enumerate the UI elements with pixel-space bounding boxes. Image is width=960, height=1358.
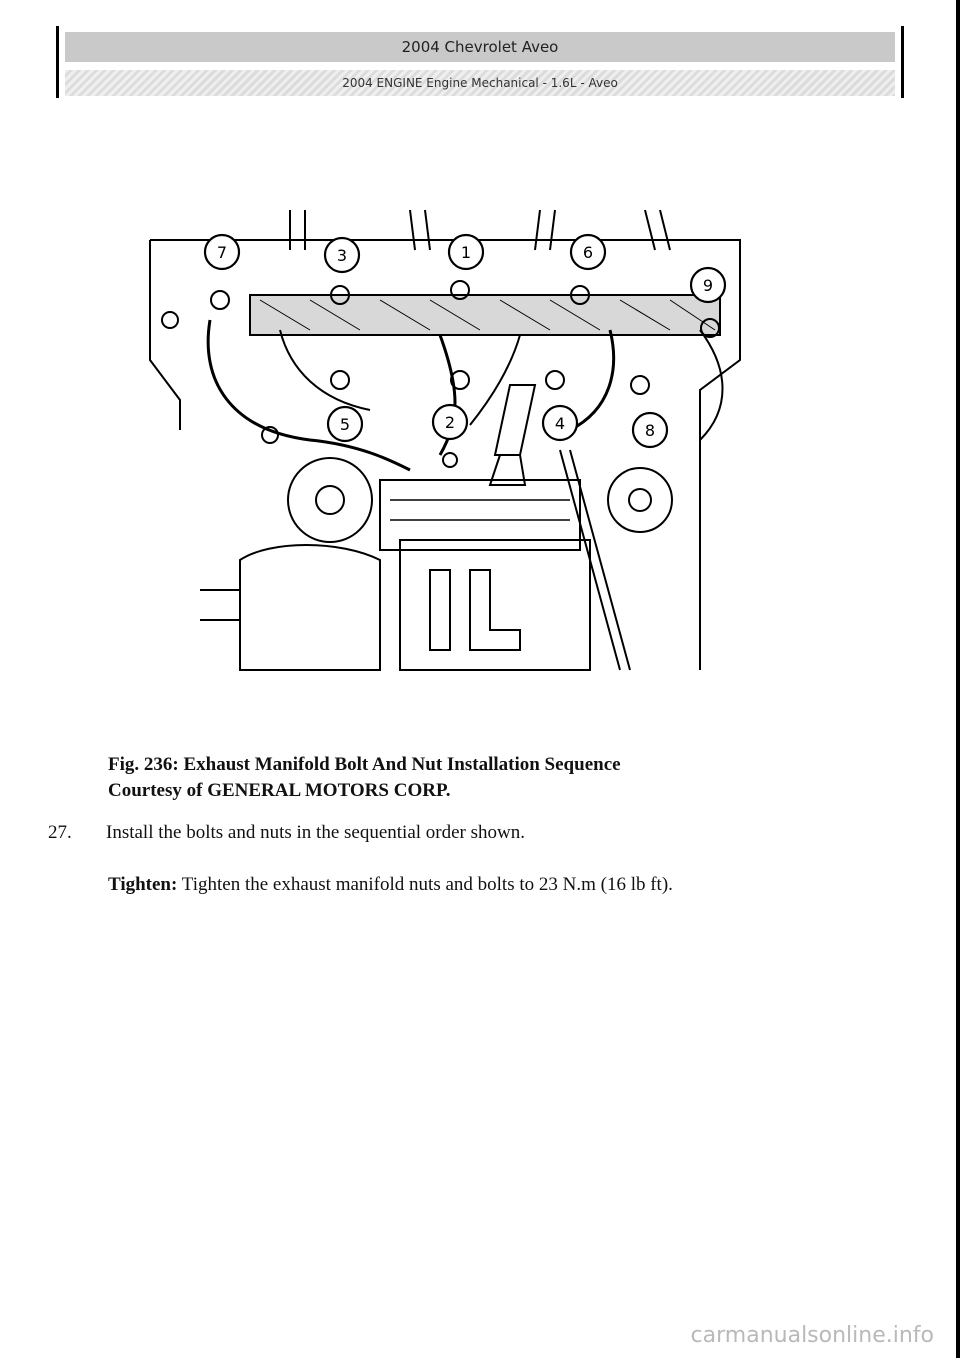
figure-caption bbox=[108, 752, 808, 804]
torque-label: Tighten: bbox=[108, 874, 178, 895]
callout-1: 1 bbox=[460, 243, 472, 262]
callout-8: 8 bbox=[644, 421, 656, 440]
document-subtitle: 2004 ENGINE Engine Mechanical - 1.6L - Aveo bbox=[65, 70, 895, 96]
callout-2: 2 bbox=[444, 413, 456, 432]
torque-text: Tighten the exhaust manifold nuts and bolts to 23 N.m (16 lb ft). bbox=[181, 874, 673, 895]
callout-3: 3 bbox=[336, 246, 348, 265]
callout-7: 7 bbox=[216, 243, 228, 262]
step-text: Install the bolts and nuts in the sequential order shown. bbox=[106, 822, 525, 843]
step-number: 27. bbox=[48, 822, 72, 843]
caption-credit: Courtesy of GENERAL MOTORS CORP. bbox=[108, 780, 451, 801]
document-header bbox=[56, 26, 904, 98]
callout-6: 6 bbox=[582, 243, 594, 262]
callout-5: 5 bbox=[339, 415, 351, 434]
document-title: 2004 Chevrolet Aveo bbox=[65, 32, 895, 62]
exhaust-manifold-diagram bbox=[140, 210, 760, 680]
callout-4: 4 bbox=[554, 414, 566, 433]
watermark: carmanualsonline.info bbox=[690, 1323, 934, 1348]
callout-9: 9 bbox=[702, 276, 714, 295]
page-border bbox=[956, 0, 960, 1358]
torque-spec bbox=[108, 874, 673, 896]
caption-title: Fig. 236: Exhaust Manifold Bolt And Nut Installation Sequence bbox=[108, 754, 621, 775]
procedure-step bbox=[48, 822, 525, 844]
